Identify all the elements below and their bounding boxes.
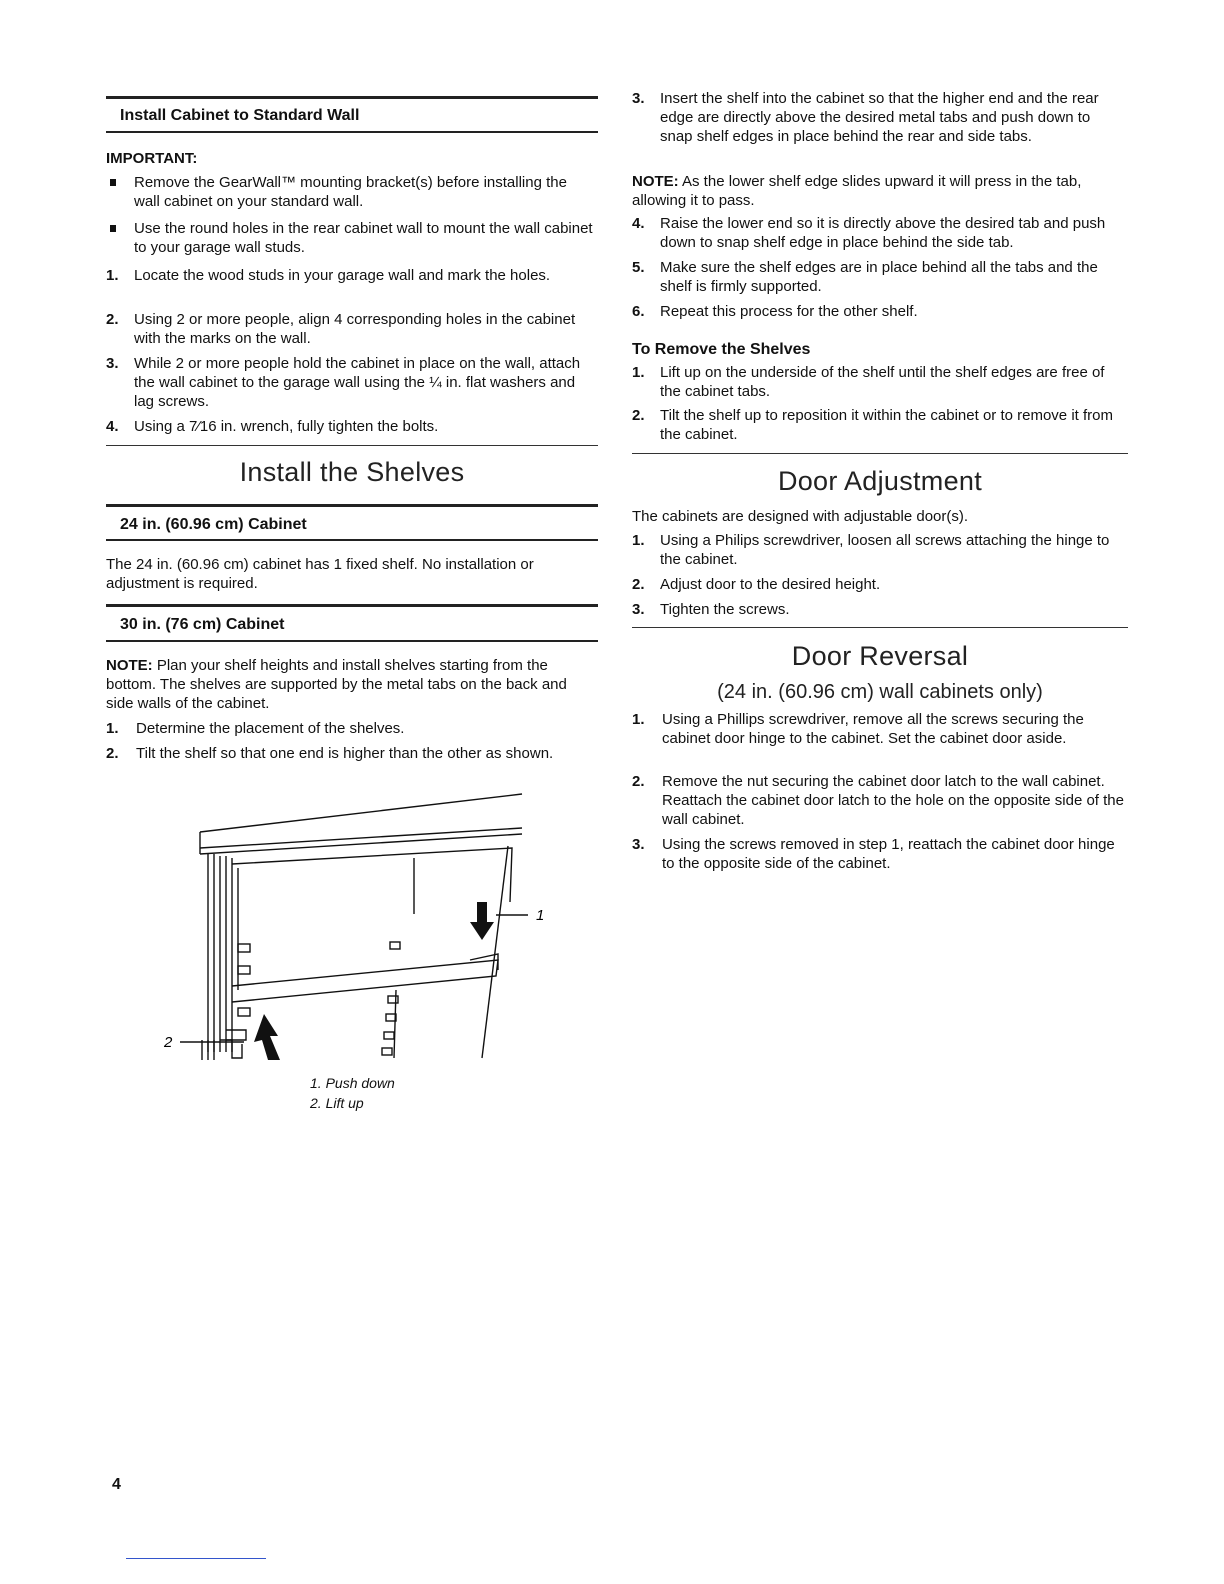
step-text: Using 2 or more people, align 4 corresponding holes in the cabinet with the marks on the wall. xyxy=(134,311,576,347)
step-item xyxy=(632,710,1126,748)
step-item xyxy=(632,772,1126,829)
step-item xyxy=(632,531,1126,569)
cabinet-24-heading: 24 in. (60.96 cm) Cabinet xyxy=(120,516,307,533)
step-item xyxy=(106,744,576,763)
section-rule xyxy=(106,640,598,642)
step-text: Determine the placement of the shelves. xyxy=(136,720,405,737)
step-item xyxy=(632,363,1126,401)
step-text: Tighten the screws. xyxy=(660,601,790,618)
step-item xyxy=(106,354,596,411)
bullet-text: Remove the GearWall™ mounting bracket(s) before installing the wall cabinet on your standard wall. xyxy=(134,174,567,210)
push-down-arrow-icon xyxy=(470,902,494,940)
step-text: Insert the shelf into the cabinet so that the higher end and the rear edge are directly above the desired metal tabs and push down to snap shelf edges in place behind the rear and side tabs. xyxy=(660,90,1099,145)
step-text: Locate the wood studs in your garage wall and mark the holes. xyxy=(134,267,551,284)
step-item xyxy=(106,266,596,285)
step-number: 2. xyxy=(106,745,119,762)
step-text: Remove the nut securing the cabinet door latch to the wall cabinet. Reattach the cabinet door latch to the hole on the opposite side of the wall cabinet. xyxy=(662,773,1124,828)
list-item xyxy=(110,173,596,211)
note-label: NOTE: xyxy=(632,173,679,190)
step-number: 3. xyxy=(632,90,645,107)
note-label: NOTE: xyxy=(106,657,153,674)
bullet-icon xyxy=(110,179,116,186)
cabinet-30-heading: 30 in. (76 cm) Cabinet xyxy=(120,616,285,633)
section-divider xyxy=(632,453,1128,454)
remove-shelves-heading: To Remove the Shelves xyxy=(632,341,811,358)
important-label: IMPORTANT: xyxy=(106,150,198,167)
step-number: 5. xyxy=(632,259,645,276)
step-item xyxy=(632,258,1126,296)
page-number: 4 xyxy=(112,1476,121,1493)
step-number: 1. xyxy=(632,532,645,549)
section-rule xyxy=(106,96,598,99)
step-number: 6. xyxy=(632,303,645,320)
note-text: As the lower shelf edge slides upward it will press in the tab, allowing it to pass. xyxy=(632,173,1082,209)
install-shelves-title: Install the Shelves xyxy=(239,457,465,487)
step-number: 1. xyxy=(106,720,119,737)
step-item xyxy=(632,89,1126,146)
step-item xyxy=(106,417,596,436)
figure-caption-2: 2. Lift up xyxy=(310,1095,364,1111)
step-number: 1. xyxy=(632,364,645,381)
step-number: 4. xyxy=(106,418,119,435)
bullet-text: Use the round holes in the rear cabinet wall to mount the wall cabinet to your garage wall studs. xyxy=(134,220,593,256)
door-adjustment-title: Door Adjustment xyxy=(777,466,983,496)
list-item xyxy=(110,219,596,257)
figure-caption-1: 1. Push down xyxy=(310,1075,395,1091)
step-item xyxy=(632,835,1126,873)
section-rule xyxy=(106,131,598,133)
step-item xyxy=(106,719,596,738)
step-text: Lift up on the underside of the shelf until the shelf edges are free of the cabinet tabs. xyxy=(660,364,1105,400)
shelf-note xyxy=(106,656,596,713)
bullet-icon xyxy=(110,225,116,232)
step-number: 2. xyxy=(632,407,645,424)
install-cabinet-heading: Install Cabinet to Standard Wall xyxy=(120,107,360,124)
lift-up-arrow-icon xyxy=(254,1014,280,1060)
step-text: Tilt the shelf up to reposition it within the cabinet or to remove it from the cabinet. xyxy=(660,407,1113,443)
step-item xyxy=(632,214,1126,252)
step-text: Raise the lower end so it is directly above the desired tab and push down to snap shelf edge in place behind the side tab. xyxy=(660,215,1106,251)
step-number: 1. xyxy=(632,711,645,728)
step-text: Repeat this process for the other shelf. xyxy=(660,303,918,320)
step-text: Tilt the shelf so that one end is higher than the other as shown. xyxy=(136,745,554,762)
callout-2-label: 2 xyxy=(164,1034,173,1051)
section-rule xyxy=(106,539,598,541)
door-reversal-subtitle: (24 in. (60.96 cm) wall cabinets only) xyxy=(717,681,1043,703)
step-item xyxy=(632,406,1126,444)
step-number: 2. xyxy=(106,311,119,328)
step-text: Adjust door to the desired height. xyxy=(660,576,881,593)
step-number: 2. xyxy=(632,773,645,790)
step-number: 2. xyxy=(632,576,645,593)
step-text: Using the screws removed in step 1, reattach the cabinet door hinge to the opposite side of the cabinet. xyxy=(662,836,1115,872)
step-item xyxy=(632,575,1126,594)
step-item xyxy=(632,302,1126,321)
step-number: 3. xyxy=(632,601,645,618)
step-text: Make sure the shelf edges are in place behind all the tabs and the shelf is firmly supported. xyxy=(660,259,1098,295)
insert-note xyxy=(632,172,1126,210)
callout-1-label: 1 xyxy=(536,907,545,924)
door-reversal-title: Door Reversal xyxy=(791,641,969,671)
step-text: While 2 or more people hold the cabinet in place on the wall, attach the wall cabinet to the garage wall using the ¼ in. flat washers and lag screws. xyxy=(134,355,581,410)
note-text: Plan your shelf heights and install shelves starting from the bottom. The shelves are supported by the metal tabs on the back and side walls of the cabinet. xyxy=(106,657,567,712)
step-number: 3. xyxy=(632,836,645,853)
step-text: Using a Phillips screwdriver, remove all the screws securing the cabinet door hinge to the cabinet. Set the cabinet door aside. xyxy=(662,711,1084,747)
door-adjustment-intro: The cabinets are designed with adjustable door(s). xyxy=(632,508,969,525)
section-rule xyxy=(106,504,598,507)
step-text: Using a 7⁄16 in. wrench, fully tighten the bolts. xyxy=(134,418,439,435)
step-number: 4. xyxy=(632,215,645,232)
bottom-rule xyxy=(126,1558,266,1559)
section-rule xyxy=(106,604,598,607)
step-item xyxy=(632,600,1126,619)
step-number: 1. xyxy=(106,267,119,284)
section-divider xyxy=(106,445,598,446)
step-text: Using a Philips screwdriver, loosen all screws attaching the hinge to the cabinet. xyxy=(660,532,1110,568)
cabinet-24-text: The 24 in. (60.96 cm) cabinet has 1 fixed shelf. No installation or adjustment is required. xyxy=(106,556,534,592)
shelf-install-illustration xyxy=(160,790,560,1080)
step-number: 3. xyxy=(106,355,119,372)
section-divider xyxy=(632,627,1128,628)
step-item xyxy=(106,310,596,348)
